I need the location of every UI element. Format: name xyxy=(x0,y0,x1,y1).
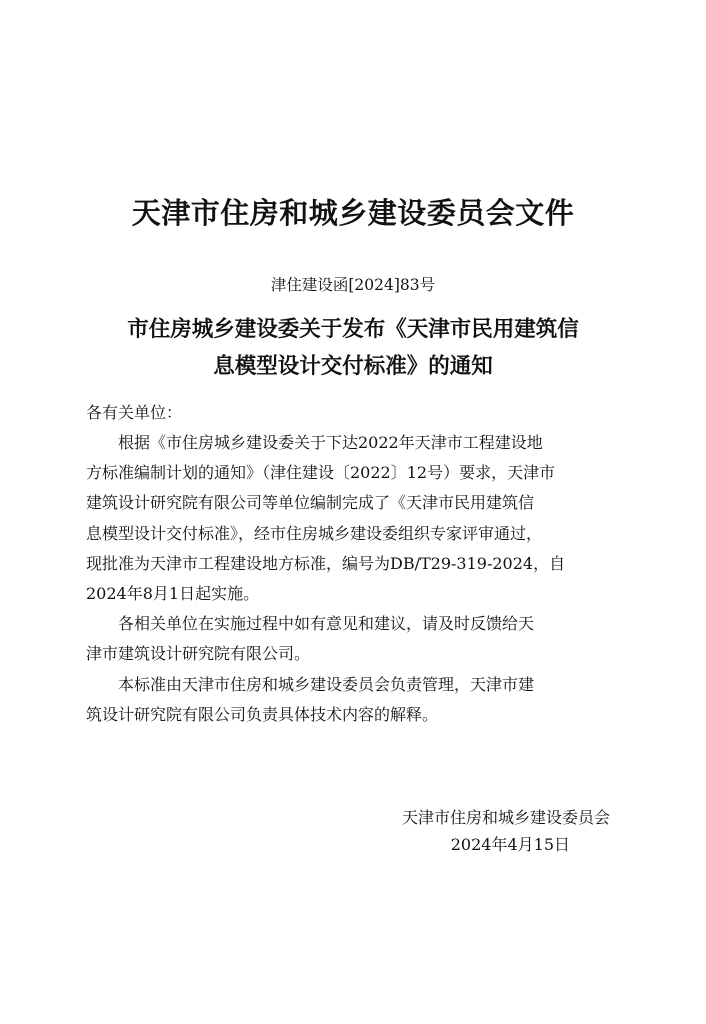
document-number: 津住建设函[2024]83号 xyxy=(270,276,436,294)
issue-date: 2024年4月15日 xyxy=(450,835,570,854)
notice-subject-line: 市住房城乡建设委关于发布《天津市民用建筑信 xyxy=(127,317,579,342)
body-line: 根据《市住房城乡建设委关于下达2022年天津市工程建设地 xyxy=(118,433,543,452)
body-line: 津市建筑设计研究院有限公司。 xyxy=(86,644,311,664)
notice-subject xyxy=(40,311,666,385)
body-line: 本标准由天津市住房和城乡建设委员会负责管理，天津市建 xyxy=(118,674,535,694)
body-line: 建筑设计研究院有限公司等单位编制完成了《天津市民用建筑信 xyxy=(86,493,535,513)
body-line: 2024年8月1日起实施。 xyxy=(86,583,260,603)
signing-authority: 天津市住房和城乡建设委员会 xyxy=(401,808,610,827)
document-title: 天津市住房和城乡建设委员会文件 xyxy=(131,196,575,230)
body-line: 现批准为天津市工程建设地方标准，编号为DB/T29-319-2024，自 xyxy=(86,553,566,573)
body-line: 方标准编制计划的通知》（津住建设〔2022〕12号）要求，天津市 xyxy=(86,463,556,483)
body-line: 各相关单位在实施过程中如有意见和建议，请及时反馈给天 xyxy=(118,614,535,634)
notice-body xyxy=(86,428,616,730)
body-line: 筑设计研究院有限公司负责具体技术内容的解释。 xyxy=(86,704,439,724)
salutation: 各有关单位： xyxy=(86,403,183,422)
notice-subject-line: 息模型设计交付标准》的通知 xyxy=(213,354,493,379)
body-line: 息模型设计交付标准》，经市住房城乡建设委组织专家评审通过， xyxy=(86,523,543,543)
